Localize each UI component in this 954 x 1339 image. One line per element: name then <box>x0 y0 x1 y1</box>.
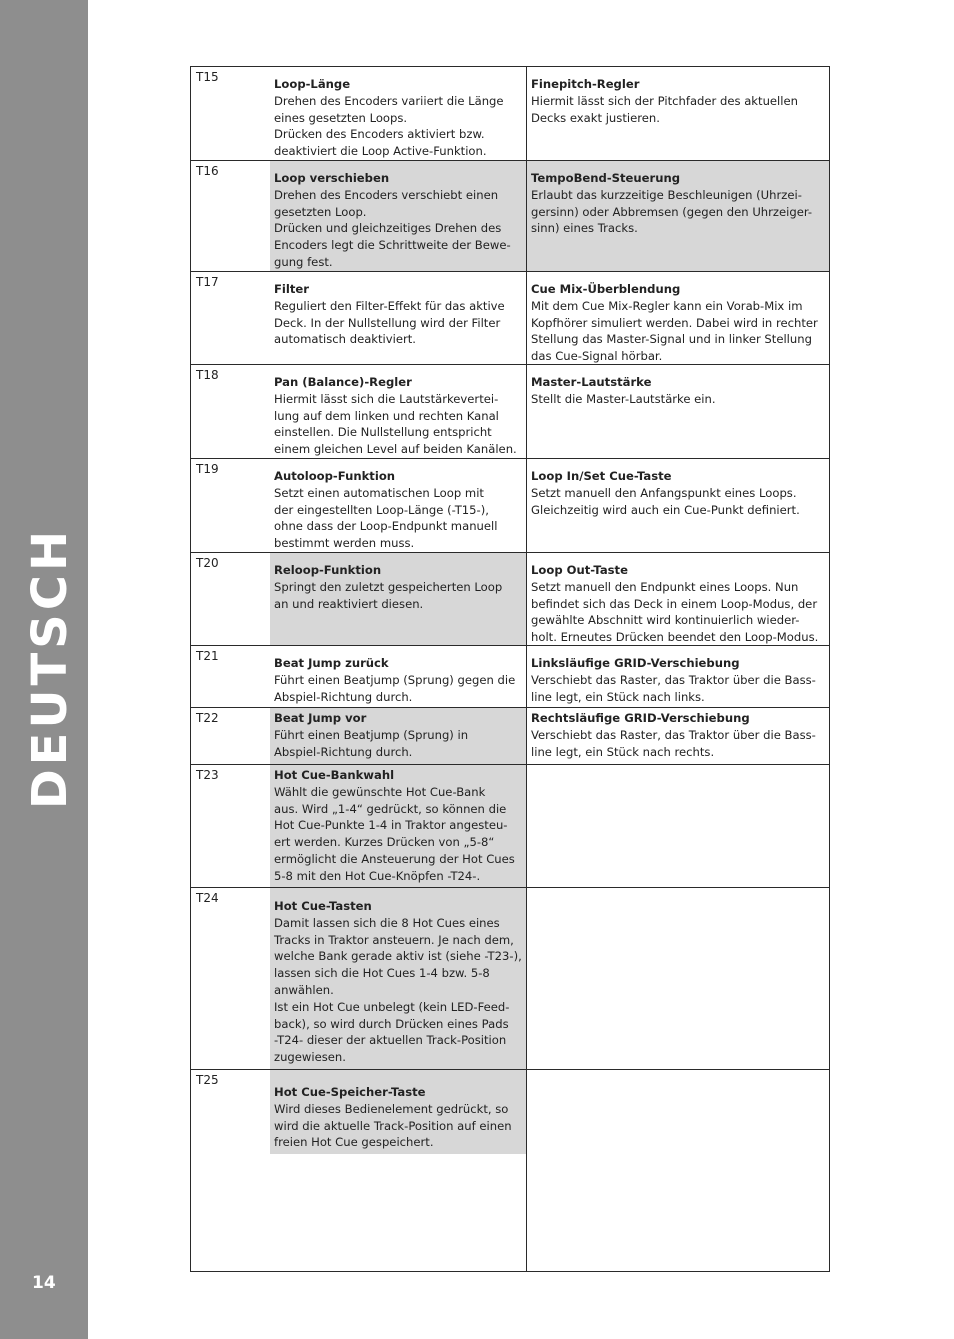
description-line: Deck. In der Nullstellung wird der Filter <box>274 315 501 330</box>
description-cell-right <box>527 67 829 126</box>
description-cell-left <box>270 365 526 458</box>
description-cell-right <box>527 272 829 365</box>
control-name: Pan (Balance)-Regler <box>274 375 412 389</box>
row-id: T20 <box>196 556 219 570</box>
description-line: Hiermit lässt sich der Pitchfader des aktuellen <box>531 93 798 108</box>
row-id: T17 <box>196 275 219 289</box>
description-line: Verschiebt das Raster, das Traktor über die Bass- <box>531 727 816 742</box>
description-line: ohne dass der Loop-Endpunkt manuell <box>274 519 498 534</box>
control-name: Beat Jump vor <box>274 711 367 725</box>
control-name: Hot Cue-Speicher-Taste <box>274 1085 426 1099</box>
description-line: gesetzten Loop. <box>274 204 367 219</box>
description-line: welche Bank gerade aktiv ist (siehe -T23-), <box>274 949 522 964</box>
description-line: einem gleichen Level auf beiden Kanälen. <box>274 442 517 457</box>
description-line: sinn) eines Tracks. <box>531 221 638 236</box>
description-line: gewählte Abschnitt wird kontinuierlich wieder- <box>531 613 800 628</box>
description-line: Drehen des Encoders verschiebt einen <box>274 187 499 202</box>
description-cell-right <box>527 1070 829 1084</box>
description-line: Setzt einen automatischen Loop mit <box>274 485 484 500</box>
description-line: Setzt manuell den Endpunkt eines Loops. Nun <box>531 579 799 594</box>
description-line: Gleichzeitig wird auch ein Cue-Punkt definiert. <box>531 502 800 517</box>
table-row <box>191 707 829 764</box>
description-line: Führt einen Beatjump (Sprung) in <box>274 727 469 742</box>
description-line: Tracks in Traktor ansteuern. Je nach dem, <box>274 932 514 947</box>
control-name: Filter <box>274 282 309 296</box>
table-row <box>191 67 829 160</box>
description-line: Erlaubt das kurzzeitige Beschleunigen (Uhrzei- <box>531 187 802 202</box>
description-line: der eingestellten Loop-Länge (-T15-), <box>274 502 489 517</box>
description-line: Hiermit lässt sich die Lautstärkevertei- <box>274 391 499 406</box>
description-line: Setzt manuell den Anfangspunkt eines Loops. <box>531 485 797 500</box>
control-name: Loop Out-Taste <box>531 563 628 577</box>
description-cell-right <box>527 459 829 518</box>
description-line: Kopfhörer simuliert werden. Dabei wird in rechter <box>531 315 818 330</box>
description-cell-left <box>270 553 526 646</box>
description-line: ermöglicht die Ansteuerung der Hot Cues <box>274 851 515 866</box>
description-line: gersinn) oder Abbremsen (gegen den Uhrzeiger- <box>531 204 813 219</box>
description-line: Drehen des Encoders variiert die Länge <box>274 93 504 108</box>
description-cell-left <box>270 1070 526 1154</box>
row-id: T25 <box>196 1073 219 1087</box>
description-line: befindet sich das Deck in einem Loop-Modus, der <box>531 596 818 611</box>
description-line: zugewiesen. <box>274 1050 346 1065</box>
description-line: aus. Wird „1-4“ gedrückt, so können die <box>274 801 507 816</box>
description-line: Ist ein Hot Cue unbelegt (kein LED-Feed- <box>274 999 510 1014</box>
description-line: ert werden. Kurzes Drücken von „5-8“ <box>274 835 495 850</box>
description-cell-left <box>270 272 526 348</box>
description-cell-left <box>270 67 526 160</box>
description-line: einstellen. Die Nullstellung entspricht <box>274 425 492 440</box>
row-id: T21 <box>196 649 219 663</box>
description-line: gung fest. <box>274 254 333 269</box>
description-line: Abspiel-Richtung durch. <box>274 744 413 759</box>
table-row <box>191 1069 829 1271</box>
row-id: T15 <box>196 70 219 84</box>
description-cell-left <box>270 765 526 888</box>
description-cell-left <box>270 646 526 705</box>
description-line: Springt den zuletzt gespeicherten Loop <box>274 579 503 594</box>
description-cell-left <box>270 459 526 552</box>
control-name: Hot Cue-Tasten <box>274 899 372 913</box>
description-line: Damit lassen sich die 8 Hot Cues eines <box>274 915 500 930</box>
description-line: wird die aktuelle Track-Position auf einen <box>274 1118 512 1133</box>
description-cell-right <box>527 365 829 408</box>
description-line: Wählt die gewünschte Hot Cue-Bank <box>274 784 486 799</box>
description-line: line legt, ein Stück nach links. <box>531 689 705 704</box>
description-line: 5-8 mit den Hot Cue-Knöpfen -T24-. <box>274 868 481 883</box>
description-line: Hot Cue-Punkte 1-4 in Traktor angesteu- <box>274 818 508 833</box>
controls-table <box>190 66 830 1272</box>
page-number: 14 <box>32 1273 56 1293</box>
description-line: lung auf dem linken und rechten Kanal <box>274 408 499 423</box>
control-name: Master-Lautstärke <box>531 375 652 389</box>
control-name: Reloop-Funktion <box>274 563 382 577</box>
description-line: eines gesetzten Loops. <box>274 110 408 125</box>
row-id: T24 <box>196 891 219 905</box>
description-line: Decks exakt justieren. <box>531 110 660 125</box>
description-line: Reguliert den Filter-Effekt für das aktive <box>274 298 505 313</box>
description-line: an und reaktiviert diesen. <box>274 596 424 611</box>
description-line: Wird dieses Bedienelement gedrückt, so <box>274 1101 509 1116</box>
description-line: Abspiel-Richtung durch. <box>274 689 413 704</box>
description-line: bestimmt werden muss. <box>274 536 415 551</box>
description-cell-left <box>270 708 526 765</box>
row-id: T18 <box>196 368 219 382</box>
table-row <box>191 364 829 458</box>
row-id: T19 <box>196 462 219 476</box>
control-name: Beat Jump zurück <box>274 656 389 670</box>
control-name: Rechtsläufige GRID-Verschiebung <box>531 711 750 725</box>
table-row <box>191 458 829 552</box>
description-line: Stellt die Master-Lautstärke ein. <box>531 391 716 406</box>
description-line: Führt einen Beatjump (Sprung) gegen die <box>274 672 516 687</box>
description-cell-right <box>527 553 829 646</box>
description-line: -T24- dieser der aktuellen Track-Position <box>274 1033 507 1048</box>
control-name: Autoloop-Funktion <box>274 469 396 483</box>
table-row <box>191 887 829 1069</box>
language-title: DEUTSCH <box>22 526 78 810</box>
description-line: Mit dem Cue Mix-Regler kann ein Vorab-Mix im <box>531 298 803 313</box>
description-line: Drücken und gleichzeitiges Drehen des <box>274 221 502 236</box>
row-id: T22 <box>196 711 219 725</box>
description-line: Stellung das Master-Signal und in linker Stellung <box>531 332 812 347</box>
description-cell-right <box>527 765 829 767</box>
side-tab <box>0 0 88 1339</box>
control-name: Loop verschieben <box>274 171 390 185</box>
control-name: Cue Mix-Überblendung <box>531 282 681 296</box>
row-id: T23 <box>196 768 219 782</box>
control-name: Finepitch-Regler <box>531 77 640 91</box>
description-line: line legt, ein Stück nach rechts. <box>531 744 715 759</box>
control-name: Loop In/Set Cue-Taste <box>531 469 672 483</box>
description-cell-left <box>270 888 526 1070</box>
description-line: deaktiviert die Loop Active-Funktion. <box>274 144 487 159</box>
description-line: anwählen. <box>274 982 334 997</box>
table-row <box>191 271 829 364</box>
description-cell-right <box>527 888 829 898</box>
description-line: back), so wird durch Drücken eines Pads <box>274 1016 509 1031</box>
control-name: TempoBend-Steuerung <box>531 171 681 185</box>
row-id: T16 <box>196 164 219 178</box>
control-name: Hot Cue-Bankwahl <box>274 768 395 782</box>
table-row <box>191 160 829 271</box>
description-cell-right <box>527 646 829 705</box>
table-row <box>191 764 829 887</box>
control-name: Linksläufige GRID-Verschiebung <box>531 656 740 670</box>
description-line: Verschiebt das Raster, das Traktor über die Bass- <box>531 672 816 687</box>
table-row <box>191 645 829 707</box>
description-line: Drücken des Encoders aktiviert bzw. <box>274 127 485 142</box>
description-cell-right <box>527 708 829 760</box>
description-cell-left <box>270 161 526 272</box>
description-line: holt. Erneutes Drücken beendet den Loop-Modus. <box>531 630 819 645</box>
table-row <box>191 552 829 645</box>
description-line: freien Hot Cue gespeichert. <box>274 1135 434 1150</box>
description-line: Encoders legt die Schrittweite der Bewe- <box>274 238 511 253</box>
description-line: automatisch deaktiviert. <box>274 332 416 347</box>
description-cell-right <box>527 161 829 272</box>
description-line: das Cue-Signal hörbar. <box>531 349 663 364</box>
description-line: lassen sich die Hot Cues 1-4 bzw. 5-8 <box>274 966 490 981</box>
control-name: Loop-Länge <box>274 77 351 91</box>
